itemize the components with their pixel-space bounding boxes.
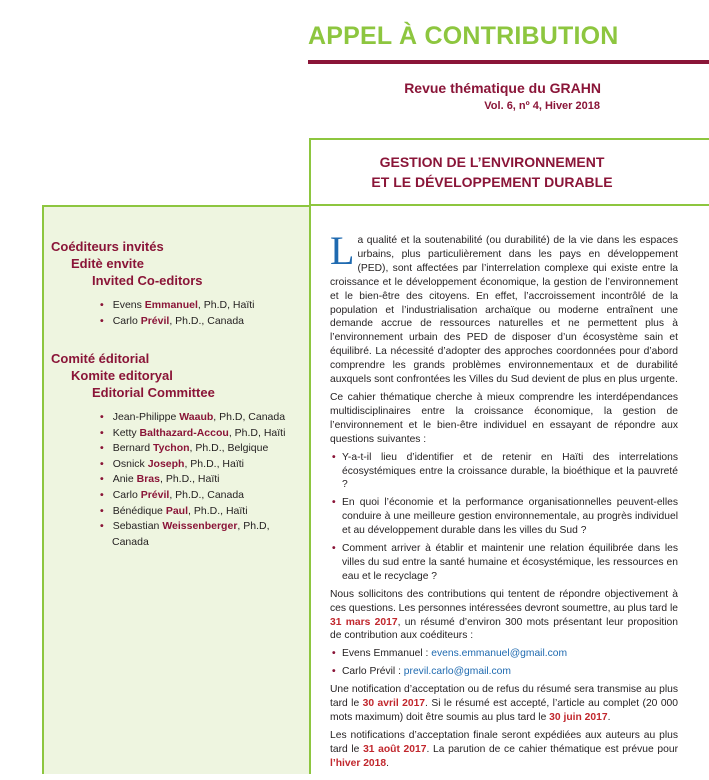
theme-box xyxy=(309,138,709,206)
editor-affiliation: , Ph.D., Haïti xyxy=(159,473,220,486)
editor-affiliation: , Ph.D, Canada xyxy=(213,411,286,423)
intro-paragraph: La qualité et la soutenabilité (ou durabilité) de la vie dans les espaces urbains, plus particulièrement dans les pays en développement (PED), sont affectées par l’interrelation complexe qui existe entre la croissance et le développement économique, la gestion de l’environnement et le bien-être des citoyens. En effet, l’accroissement incontrôlé de la population et l’industrialisation archaïque ou moderne entraînent une demande accrue de ressources naturelles et ne permettent plus à l’environnement urbain des PED de disposer d’un écosystème sain et équilibré. La nécessité d’adopter des approches coordonnées pour d’abord comprendre les grands problèmes environnementaux et de durabilité auxquels sont confrontées les Villes du Sud devient de plus en plus urgente. xyxy=(330,228,678,386)
bullet-icon: • xyxy=(332,666,336,678)
editor-first-name: Carlo xyxy=(112,314,138,327)
editor-item xyxy=(100,297,255,313)
deadline-final: 31 août 2017 xyxy=(363,743,427,755)
editor-affiliation: , Ph.D., Haïti xyxy=(184,457,244,470)
question-item xyxy=(330,542,678,584)
questions-list xyxy=(330,451,678,584)
editor-item xyxy=(100,425,285,441)
editor-item xyxy=(112,534,149,550)
deadline-notification: 30 avril 2017 xyxy=(362,698,426,710)
editor-last-name: Weissenberger xyxy=(162,520,238,533)
theme-line-2: ET LE DÉVELOPPEMENT DURABLE xyxy=(371,174,613,190)
editor-first-name: Evens xyxy=(112,299,142,311)
editor-last-name: Tychon xyxy=(152,442,190,455)
editor-last-name: Paul xyxy=(165,504,189,517)
editor-first-name: Ketty xyxy=(112,426,137,439)
editor-affiliation: , Ph.D., Haïti xyxy=(188,504,248,517)
editor-affiliation: , Ph.D, Haïti xyxy=(228,426,286,439)
editor-item xyxy=(100,503,248,519)
editor-item xyxy=(100,409,285,425)
coeditors-heading-ht: Editè envite xyxy=(71,256,144,271)
editor-first-name: Bénédique xyxy=(112,504,163,517)
deadline-abstract: 31 mars 2017 xyxy=(330,616,398,628)
bullet-icon: • xyxy=(100,299,104,311)
committee-heading-fr: Comité éditorial xyxy=(51,351,150,366)
volume-info: Vol. 6, nº 4, Hiver 2018 xyxy=(484,100,600,112)
question-text: En quoi l’économie et la performance organisationnelles peuvent-elles conduire à une meilleure gestion environnementale, au progrès individuel et au développement durable dans les villes du Sud ? xyxy=(342,497,678,537)
editor-item xyxy=(100,487,244,503)
editor-item xyxy=(100,313,244,329)
drop-cap: L xyxy=(330,228,355,273)
bullet-icon: • xyxy=(332,648,336,660)
bullet-icon: • xyxy=(100,442,104,455)
editor-first-name: Jean-Philippe xyxy=(112,411,177,423)
page-title: APPEL À CONTRIBUTION xyxy=(308,22,619,50)
main-text xyxy=(330,228,679,775)
notification-paragraph: Une notification d’acceptation ou de refus du résumé sera transmise au plus tard le 30 avril 2017. Si le résumé est accepté, l’article au complet (20 000 mots maximum) doit être soumis au plus tard le 30 juin 2017. xyxy=(330,684,679,723)
theme-line-1: GESTION DE L’ENVIRONNEMENT xyxy=(379,154,605,170)
bullet-icon: • xyxy=(100,314,104,327)
editor-first-name: Anie xyxy=(112,473,134,486)
title-rule xyxy=(308,60,709,64)
question-text: Comment arriver à établir et maintenir une relation équilibrée dans les villes du sud entre la santé humaine et écosystémique, les ressources en eau et le recyclage ? xyxy=(342,543,678,582)
deadline-article: 30 juin 2017 xyxy=(549,712,608,723)
editor-last-name: Emmanuel xyxy=(144,299,198,311)
coeditors-heading-fr: Coéditeurs invités xyxy=(51,239,164,254)
bullet-icon: • xyxy=(100,457,104,470)
bullet-icon: • xyxy=(332,543,336,555)
editor-item xyxy=(100,518,270,534)
bullet-icon: • xyxy=(100,473,104,486)
editor-last-name: Waaub xyxy=(179,411,214,423)
question-item xyxy=(330,496,678,538)
editor-affiliation: , Ph.D., Canada xyxy=(169,489,245,501)
editor-affiliation: , Ph.D, Haïti xyxy=(197,299,255,311)
editor-last-name: Balthazard-Accou xyxy=(139,426,229,439)
committee-heading-ht: Komite editoryal xyxy=(71,368,173,383)
purpose-paragraph: Ce cahier thématique cherche à mieux comprendre les interdépendances multidisciplinaires entre la croissance économique, la gestion de l’environnement et le bien-être individuel en essayant de répondre aux questions suivantes : xyxy=(330,391,678,445)
editor-affiliation: Canada xyxy=(112,535,149,548)
bullet-icon: • xyxy=(100,411,104,423)
bullet-icon: • xyxy=(332,451,336,463)
bullet-icon: • xyxy=(100,489,104,501)
editor-last-name: Prévil xyxy=(140,314,170,327)
final-paragraph: Les notifications d’acceptation finale seront expédiées aux auteurs au plus tard le 31 août 2017. La parution de ce cahier thématique est prévue pour l’hiver 2018. xyxy=(330,729,678,769)
editor-item xyxy=(100,471,220,487)
contact-email-link[interactable]: previl.carlo@gmail.com xyxy=(403,666,511,678)
bullet-icon: • xyxy=(100,426,104,439)
contact-item xyxy=(330,665,678,679)
contacts-list xyxy=(330,647,678,679)
editor-item xyxy=(100,440,268,456)
editor-first-name: Sebastian xyxy=(112,520,160,533)
editor-last-name: Bras xyxy=(136,473,160,486)
bullet-icon: • xyxy=(100,504,104,517)
committee-heading-en: Editorial Committee xyxy=(92,385,215,400)
publication-date: l’hiver 2018 xyxy=(330,757,387,769)
contact-email-link[interactable]: evens.emmanuel@gmail.com xyxy=(431,648,568,660)
editor-last-name: Prévil xyxy=(140,489,170,501)
editor-first-name: Carlo xyxy=(112,489,138,501)
bullet-icon: • xyxy=(100,520,104,533)
editor-item xyxy=(100,456,244,472)
editor-affiliation: , Ph.D., Belgique xyxy=(189,442,269,455)
editor-last-name: Joseph xyxy=(147,457,185,470)
contact-name: Carlo Prévil : xyxy=(342,666,404,678)
submission-paragraph: Nous sollicitons des contributions qui tentent de répondre objectivement à ces questions. Les personnes intéressées devront soumettre, au plus tard le 31 mars 2017, un résumé d’environ 300 mots présentant leur proposition de contribution aux coéditeurs : xyxy=(330,588,679,642)
contact-name: Evens Emmanuel : xyxy=(342,648,432,660)
editor-affiliation: , Ph.D., Canada xyxy=(169,314,245,327)
contact-item xyxy=(330,647,678,661)
coeditors-heading-en: Invited Co-editors xyxy=(92,273,203,288)
editor-first-name: Bernard xyxy=(112,442,151,455)
question-item xyxy=(330,451,678,493)
revue-title: Revue thématique du GRAHN xyxy=(404,80,601,96)
editor-affiliation: , Ph.D, xyxy=(237,520,270,533)
question-text: Y-a-t-il lieu d’identifier et de retenir en Haïti des interrelations écosystémiques entre la croissance durable, la bioéthique et la pauvreté ? xyxy=(342,451,678,491)
editor-first-name: Osnick xyxy=(112,457,145,470)
bullet-icon: • xyxy=(332,497,336,509)
